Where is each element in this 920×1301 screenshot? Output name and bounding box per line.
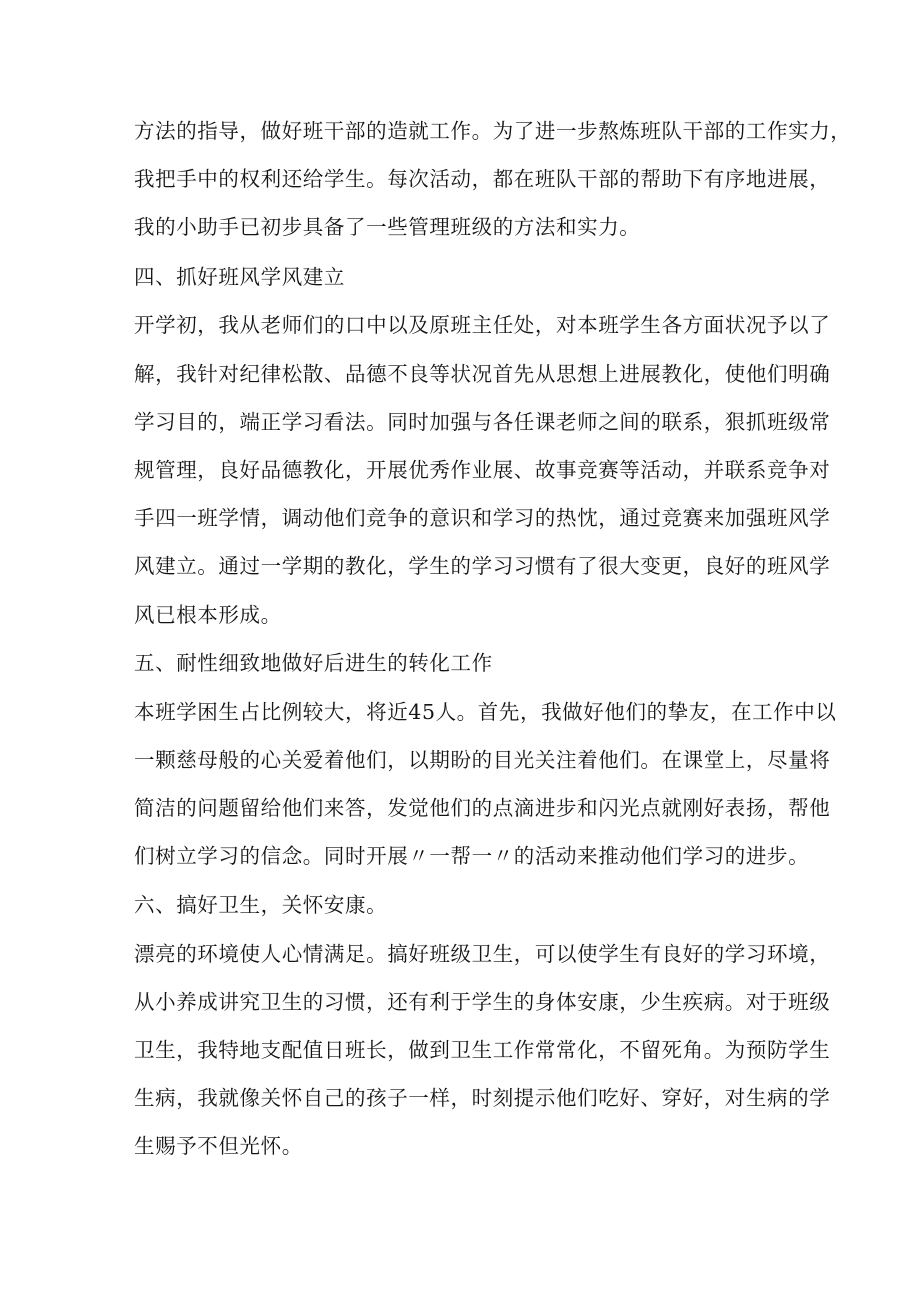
body-text-line: 开学初，我从老师们的口中以及原班主任处，对本班学生各方面状况予以了 [134, 313, 831, 337]
body-text-line: 我的小助手已初步具备了一些管理班级的方法和实力。 [134, 215, 641, 239]
section-heading: 五、耐性细致地做好后进生的转化工作 [134, 651, 493, 675]
body-text-line: 学习目的，端正学习看法。同时加强与各任课老师之间的联系，狠抓班级常 [134, 410, 831, 434]
body-text-line: 方法的指导，做好班干部的造就工作。为了进一步熬炼班队干部的工作实力， [134, 119, 852, 143]
body-text-line: 生病，我就像关怀自己的孩子一样，时刻提示他们吃好、穿好，对生病的学 [134, 1086, 831, 1110]
body-text-line: 们树立学习的信念。同时开展〃一帮一〃的活动来推动他们学习的进步。 [134, 844, 810, 868]
body-text-line: 风已根本形成。 [134, 603, 282, 627]
body-text-line: 生赐予不但光怀。 [134, 1134, 303, 1158]
body-text-line: 解，我针对纪律松散、品德不良等状况首先从思想上进展教化，使他们明确 [134, 362, 831, 386]
body-text-line: 规管理，良好品德教化，开展优秀作业展、故事竞赛等活动，并联系竞争对 [134, 458, 831, 482]
body-text-line: 本班学困生占比例较大，将近45人。首先，我做好他们的挚友，在工作中以 [134, 700, 837, 724]
body-text-line: 我把手中的权利还给学生。每次活动，都在班队干部的帮助下有序地进展， [134, 167, 831, 191]
body-text-line: 手四一班学情，调动他们竞争的意识和学习的热忱，通过竞赛来加强班风学 [134, 506, 831, 530]
body-text-line: 简洁的问题留给他们来答，发觉他们的点滴进步和闪光点就刚好表扬，帮他 [134, 796, 831, 820]
body-text-line: 一颗慈母般的心关爱着他们，以期盼的目光关注着他们。在课堂上，尽量将 [134, 748, 831, 772]
body-text-line: 漂亮的环境使人心情满足。搞好班级卫生，可以使学生有良好的学习环境， [134, 942, 831, 966]
section-heading: 六、搞好卫生，关怀安康。 [134, 893, 388, 917]
body-text-line: 从小养成讲究卫生的习惯，还有利于学生的身体安康，少生疾病。对于班级 [134, 990, 831, 1014]
body-text-line: 风建立。通过一学期的教化，学生的学习习惯有了很大变更，良好的班风学 [134, 554, 831, 578]
section-heading: 四、抓好班风学风建立 [134, 265, 345, 289]
body-text-line: 卫生，我特地支配值日班长，做到卫生工作常常化，不留死角。为预防学生 [134, 1038, 831, 1062]
